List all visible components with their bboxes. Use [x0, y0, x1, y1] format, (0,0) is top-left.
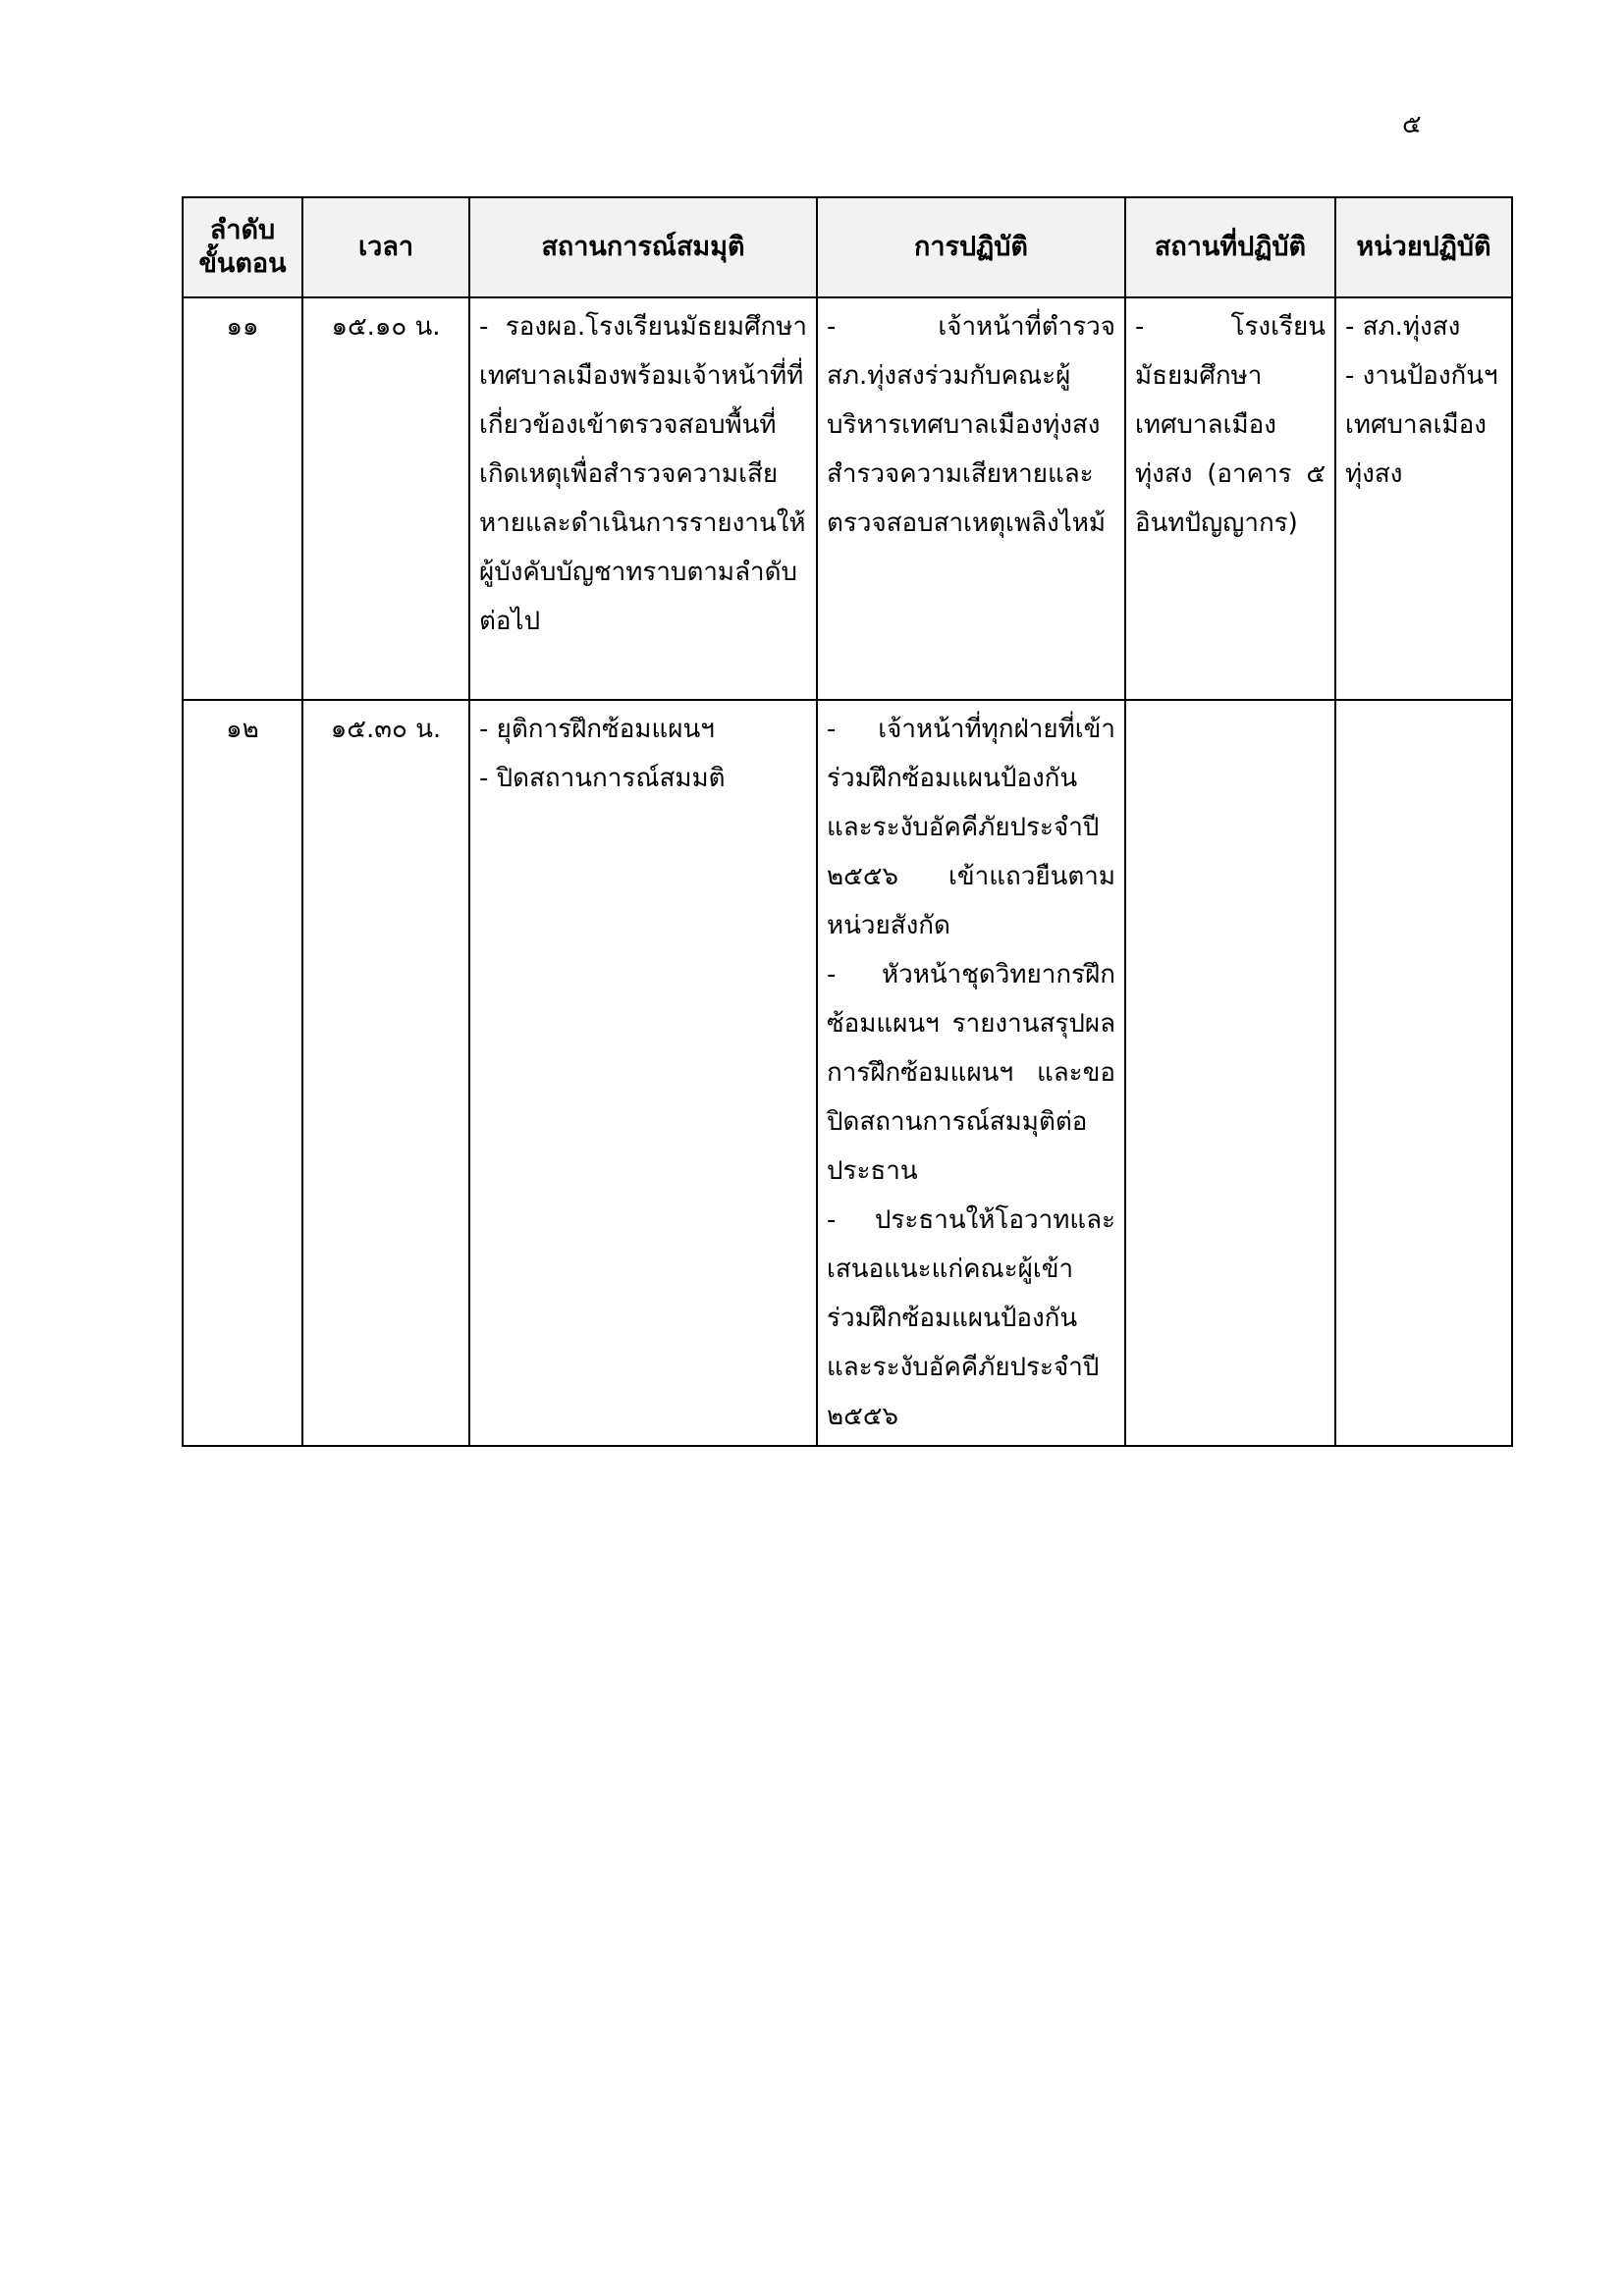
header-step-line1: ลำดับ: [209, 215, 276, 245]
header-step-line2: ขั้นตอน: [198, 248, 287, 279]
header-time: เวลา: [302, 197, 469, 297]
row-action-cell: - เจ้าหน้าที่ตำรวจ สภ.ทุ่งสงร่วมกับคณะผู้บริหารเทศบาลเมืองทุ่งสงสำรวจความเสียหายและตรวจสอบสาเหตุเพลิงไหม้: [817, 297, 1125, 700]
row-time-cell: ๑๕.๓๐ น.: [302, 700, 469, 1446]
row-step-cell: ๑๑: [183, 297, 302, 700]
row-place-cell: - โรงเรียนมัธยมศึกษาเทศบาลเมืองทุ่งสง (อาคาร ๕ อินทปัญญากร): [1125, 297, 1335, 700]
row-unit-cell: [1335, 297, 1512, 700]
header-step: [183, 197, 302, 297]
action-entry: - ประธานให้โอวาทและเสนอแนะแก่คณะผู้เข้าร่วมฝึกซ้อมแผนป้องกันและระงับอัคคีภัยประจำปี ๒๕๕๖: [827, 1205, 1115, 1431]
row-scenario-cell: [469, 700, 817, 1446]
table-row: [183, 700, 1512, 1446]
scenario-entry: - ปิดสถานการณ์สมมติ: [479, 764, 726, 793]
table-row: [183, 297, 1512, 700]
unit-entry: - สภ.ทุ่งสง: [1345, 312, 1461, 342]
header-scenario: สถานการณ์สมมุติ: [469, 197, 817, 297]
table-header-row: [183, 197, 1512, 297]
action-entry: - เจ้าหน้าที่ทุกฝ่ายที่เข้าร่วมฝึกซ้อมแผนป้องกันและระงับอัคคีภัยประจำปี ๒๕๕๖ เข้าแถวยืนตามหน่วยสังกัด: [827, 715, 1115, 940]
page-number: ๕: [1402, 110, 1422, 139]
unit-entry: - งานป้องกันฯเทศบาลเมืองทุ่งสง: [1345, 361, 1498, 489]
row-place-cell: [1125, 700, 1335, 1446]
row-time-cell: ๑๕.๑๐ น.: [302, 297, 469, 700]
row-unit-cell: [1335, 700, 1512, 1446]
header-unit: หน่วยปฏิบัติ: [1335, 197, 1512, 297]
action-entry: - หัวหน้าชุดวิทยากรฝึกซ้อมแผนฯ รายงานสรุปผลการฝึกซ้อมแผนฯ และขอปิดสถานการณ์สมมุติต่อประธาน: [827, 960, 1115, 1186]
header-place: สถานที่ปฏิบัติ: [1125, 197, 1335, 297]
row-scenario-cell: - รองผอ.โรงเรียนมัธยมศึกษาเทศบาลเมืองพร้อมเจ้าหน้าที่ที่เกี่ยวข้องเข้าตรวจสอบพื้นที่เกิดเหตุเพื่อสำรวจความเสียหายและดำเนินการรายงานให้ผู้บังคับบัญชาทราบตามลำดับต่อไป: [469, 297, 817, 700]
row-action-cell: [817, 700, 1125, 1446]
header-action: การปฏิบัติ: [817, 197, 1125, 297]
scenario-entry: - ยุติการฝึกซ้อมแผนฯ: [479, 715, 715, 744]
row-step-cell: ๑๒: [183, 700, 302, 1446]
drill-schedule-table: [182, 196, 1513, 1447]
